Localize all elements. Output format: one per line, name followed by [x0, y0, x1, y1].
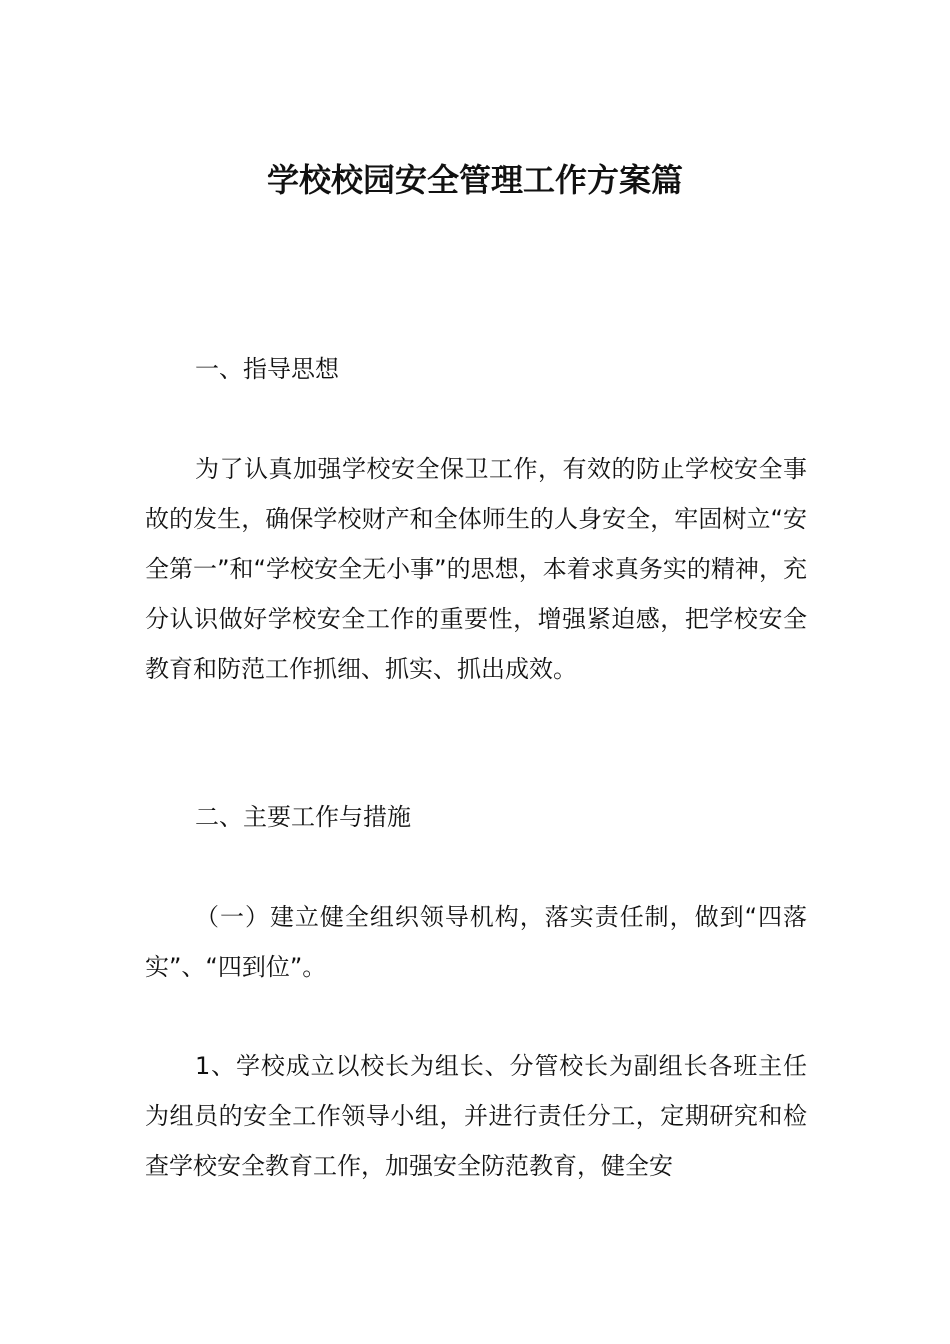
section-1-paragraph: 为了认真加强学校安全保卫工作，有效的防止学校安全事故的发生，确保学校财产和全体师生的人身安全，牢固树立“安全第一”和“学校安全无小事”的思想，本着求真务实的精神，充分认识做好学校安全工作的重要性，增强紧迫感，把学校安全教育和防范工作抓细、抓实、抓出成效。: [145, 455, 807, 683]
item-1-paragraph: 1、学校成立以校长为组长、分管校长为副组长各班主任为组员的安全工作领导小组，并进行责任分工，定期研究和检查学校安全教育工作，加强安全防范教育，健全安: [145, 1052, 807, 1180]
document-title: 学校校园安全管理工作方案篇: [266, 161, 683, 199]
section-2-heading: 二、主要工作与措施: [195, 803, 411, 831]
subsection-1-heading: （一）建立健全组织领导机构，落实责任制，做到“四落实”、“四到位”。: [145, 903, 807, 981]
section-1-heading: 一、指导思想: [195, 355, 339, 383]
